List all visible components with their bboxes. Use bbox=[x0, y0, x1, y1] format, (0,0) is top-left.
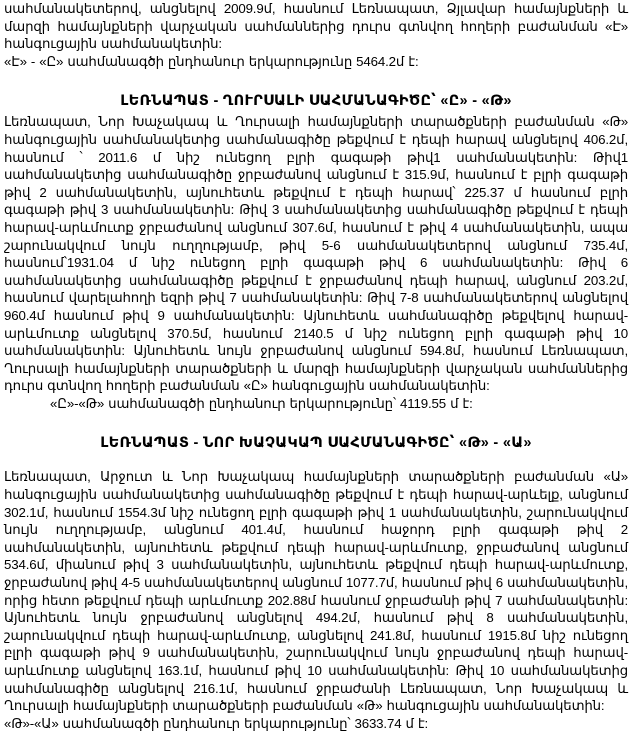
section-total-length-leharnapat-ghursali: «Ը»-«Թ» սահմանագծի ընդհանուր երկարությունը՝ 4119.55 մ է: bbox=[50, 395, 473, 411]
section-heading-leharnapat-nor-khachakap: ԼԵՌՆԱՊԱՏ - ՆՈՐ ԽԱՉԱԿԱՊ ՍԱՀՄԱՆԱԳԻԾԸ՝ «Թ» - «Ա» bbox=[100, 435, 532, 452]
section-heading-leharnapat-ghursali: ԼԵՌՆԱՊԱՏ - ՂՈՒՐՍԱԼԻ ՍԱՀՄԱՆԱԳԻԾԸ՝ «Ը» - «Թ» bbox=[120, 93, 512, 110]
section-total-length-leharnapat-nor-khachakap: «Թ»-«Ա» սահմանագծի ընդհանուր երկարությունը՝ 3633.74 մ է: bbox=[4, 715, 429, 731]
intro-total-length: «Է» - «Ը» սահմանագծի ընդհանուր երկարությունը 5464.2մ է: bbox=[4, 53, 419, 69]
intro-paragraph: սահմանակետերով, անցնելով 2009.9մ, հասնում Լեռնապատ, Ձյլավար համայնքների և մարզի համայնքների վարչական սահմաններից դուրս գտնվող հողերի բաժանման «Է» հանգուցային սահմանակետին: bbox=[4, 1, 628, 52]
section-paragraph-leharnapat-ghursali: Լեռնապատ, Նոր Խաչակապ և Ղուրսալի համայնքների տարածքների բաժանման «Թ» հանգուցային սահմանակետից սահմանագիծը թեքվում է դեպի հարավ անցնելով 406.2մ, հասնում ՝ 2011.6 մ նիշ ունեցող բլրի գագաթի թիվ1 սահմանակետին: Թիվ1 սահմանակետից սահմանագիծը ջրբաժանով անցնում է 315.9մ, հասնում է բլրի գագաթի թիվ 2 սահմանակետին, այնուհետև թեքվում է դեպի հարավ՝ 225.37 մ հասնում բլրի գագաթի թիվ 3 սահմանակետին: Թիվ 3 սահմանակետից սահմանագիծը թեքվում է դեպի հարավ-արևմուտք ջրբաժանով անցնում 307.6մ, հասնում է թիվ 4 սահմանակետին, ապա շարունակվում նույն ուղղությամբ, թիվ 5-6 սահմանակետերով անցնում 735.4մ, հասնում՝1931.04 մ նիշ ունեցող բլրի գագաթի թիվ 6 սահմանակետին: Թիվ 6 սահմանակետից սահմանագիծը թեքվում է ջրբաժանով դեպի հարավ, անցնում 203.2մ, հասնում վարելահողի եզրի թիվ 7 սահմանակետին: Թիվ 7-8 սահմանակետերով անցնելով 960.4մ հասնում թիվ 9 սահմանակետին: Այնուհետև սահմանագիծը թեքվելով հարավ-արևմուտք անցնելով 370.5մ, հասնում 2140.5 մ նիշ ունեցող բլրի գագաթի թիվ 10 սահմանակետին: Այնուհետև նույն ջրբաժանով անցնում 594.8մ, հասնում Լեռնապատ, Ղուրսալի համայնքների տարածքների և մարզի համայնքների վարչական սահմաններից դուրս գտնվող հողերի բաժանման «Ը» հանգուցային սահմանակետին: bbox=[4, 114, 628, 394]
section-paragraph-leharnapat-nor-khachakap: Լեռնապատ, Արջուտ և Նոր Խաչակապ համայնքների տարածքների բաժանման «Ա» հանգուցային սահմանակետից սահմանագիծը թեքվում է դեպի հարավ-արևելք, անցնում 302.1մ, հասնում 1554.3մ նիշ ունեցող բլրի գագաթի թիվ 1 սահմանակետին, շարունակվում նույն ուղղությամբ, անցնում 401.4մ, հասնում հաջորդ բլրի գագաթի թիվ 2 սահմանակետին, այնուհետև թեքվում դեպի հարավ-արևմուտք, ջրբաժանով անցնում 534.6մ, միանում թիվ 3 սահմանակետին, այնուհետև թեքվում դեպի հարավ-արևմուտք, ջրբաժանով թիվ 4-5 սահմանակետերով անցնում 1077.7մ, հասնում թիվ 6 սահմանակետին, որից հետո թեքվում դեպի արևմուտք 202.88մ հասնում ջրբաժանի թիվ 7 սահմանակետին: Այնուհետև նույն ջրբաժանով անցնելով 494.2մ, հասնում թիվ 8 սահմանակետին, շարունակվում դեպի հարավ-արևմուտք, անցնելով 241.8մ, հասնում 1915.8մ նիշ ունեցող բլրի գագաթի թիվ 9 սահմանակետին, շարունակվում նույն ջրբաժանով դեպի հարավ-արևմուտք անցնելով 163.1մ, հասնում թիվ 10 սահմանակետին: Թիվ 10 սահմանակետից սահմանագիծը անցնելով 216.1մ, հասնում ջրբաժանի Լեռնապատ, Նոր Խաչակապ և Ղուրսալի համայնքների տարածքների բաժանման «Թ» հանգուցային սահմանակետին: bbox=[4, 469, 628, 714]
